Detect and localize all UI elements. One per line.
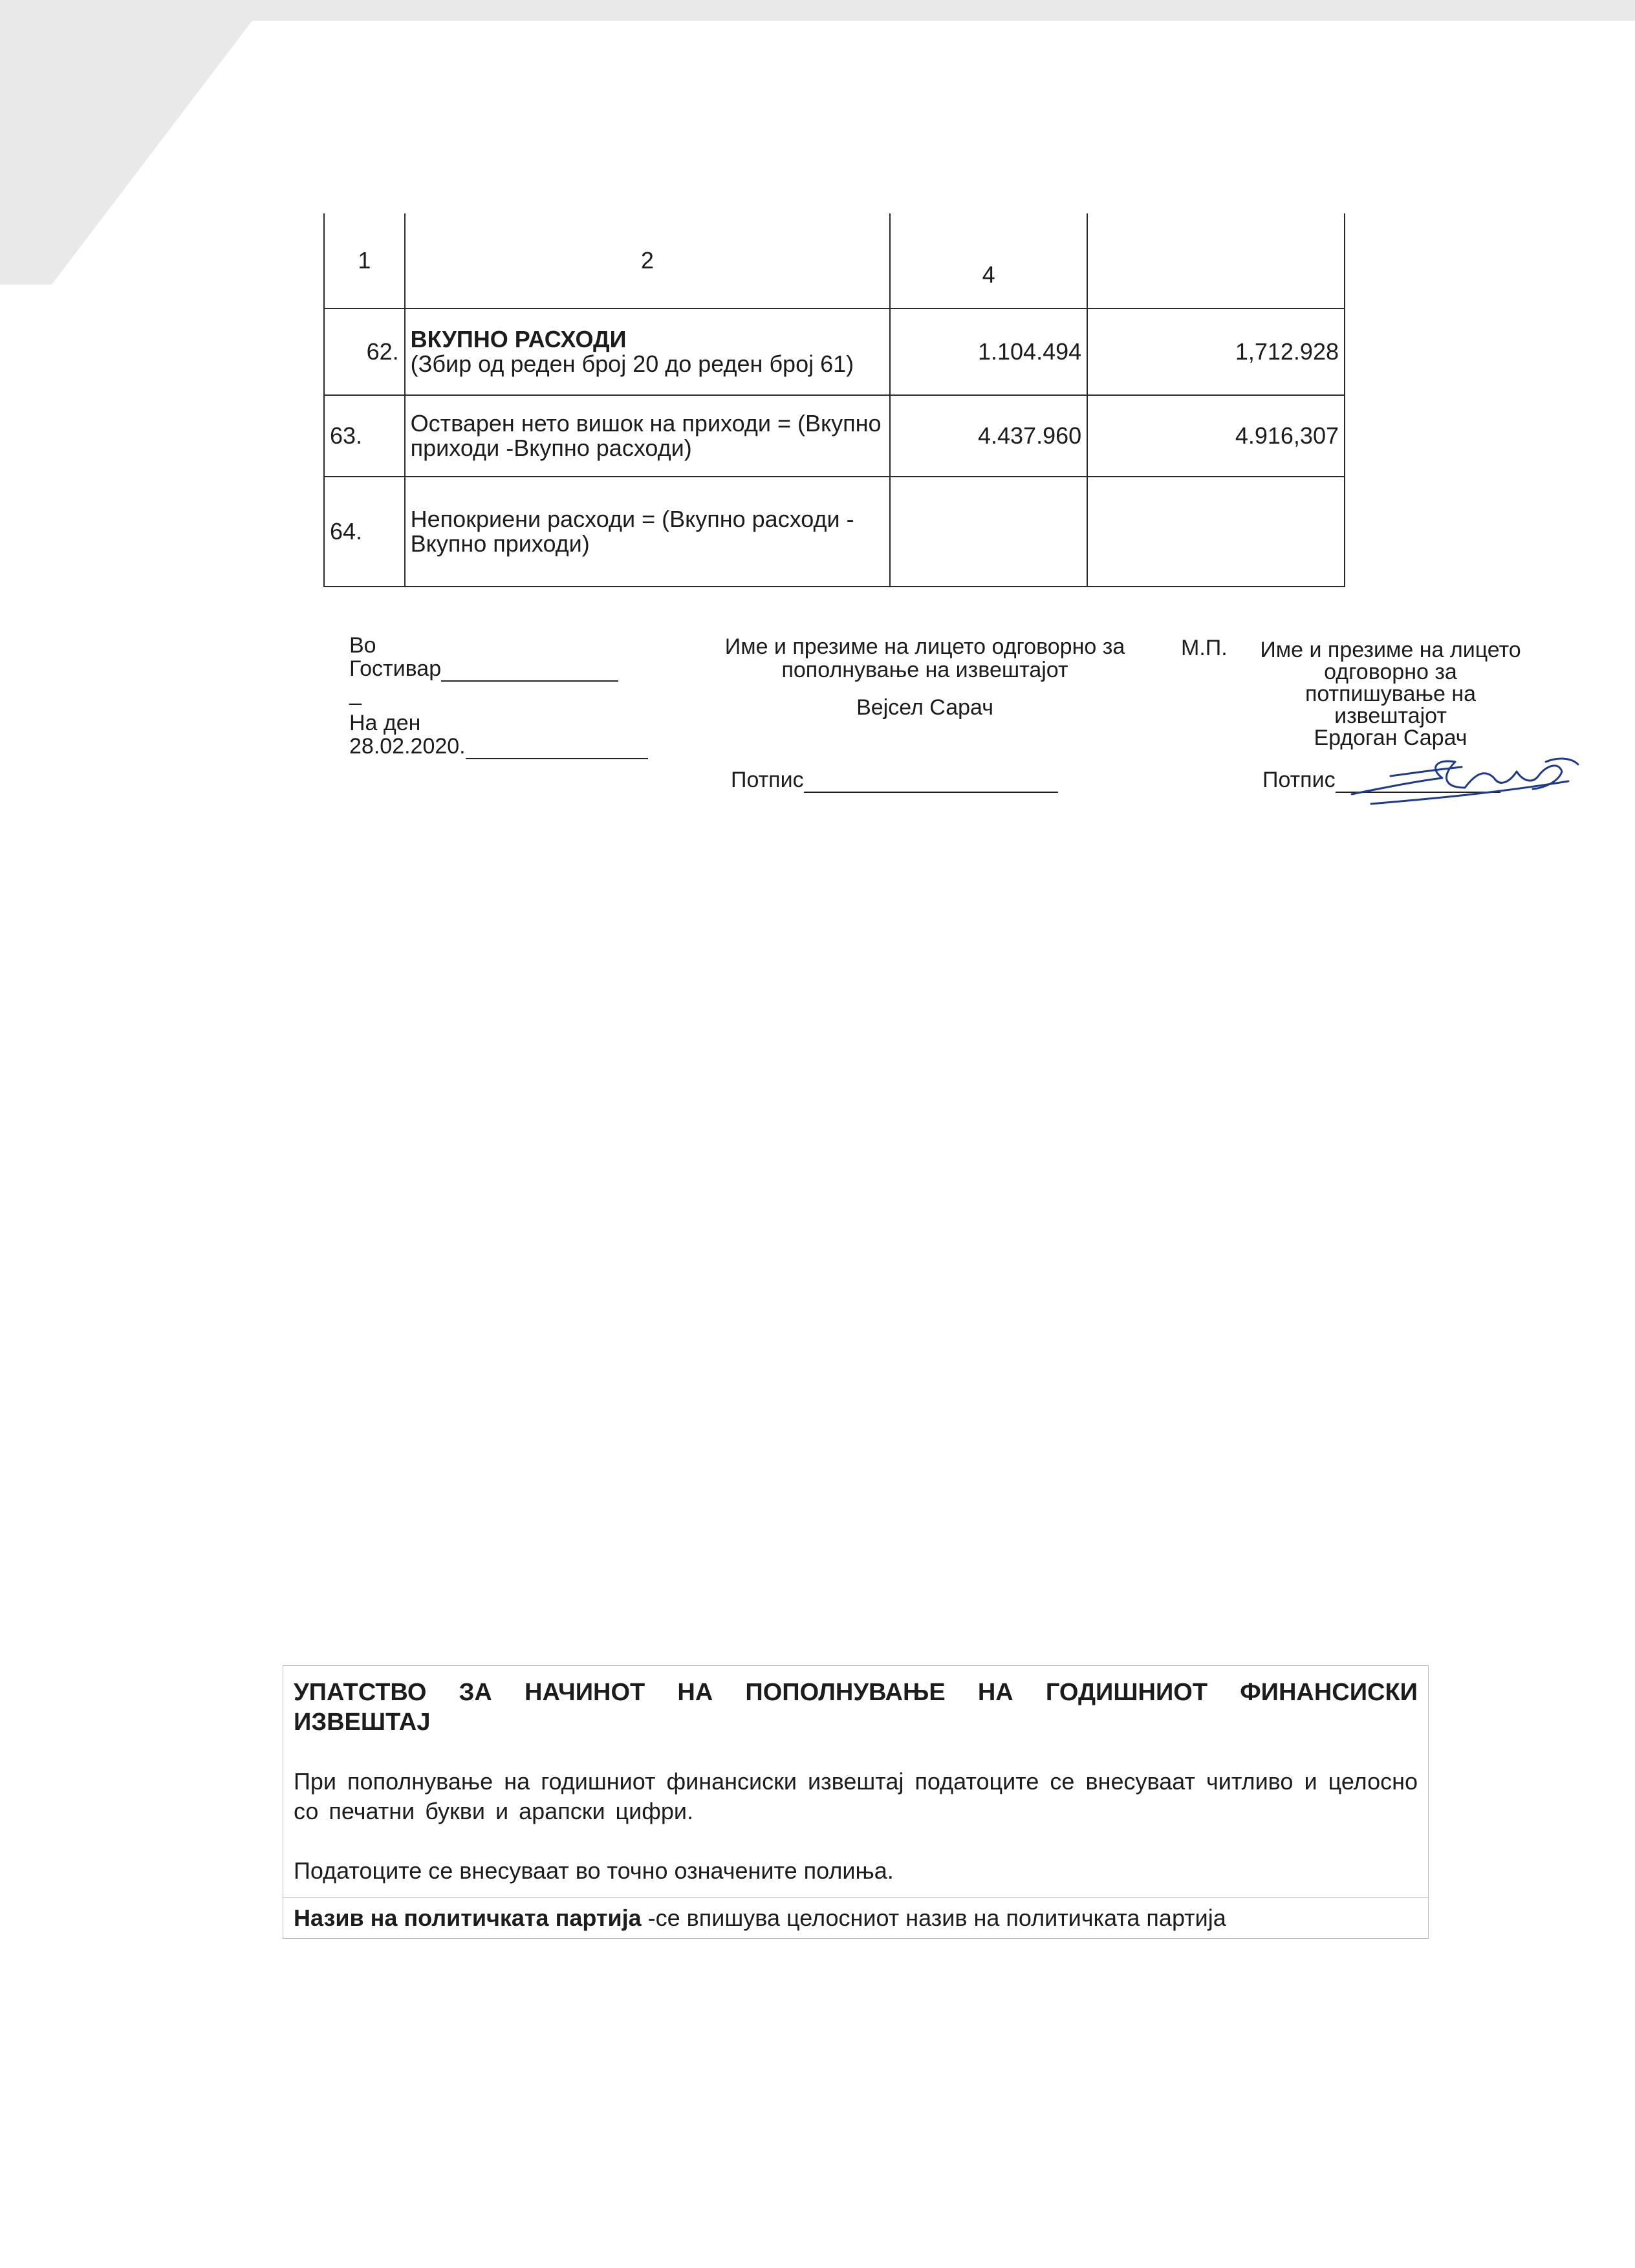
date-value: 28.02.2020. (349, 734, 466, 759)
instructions-paragraph-1: При пополнување на годишниот финансиски извештај податоците се внесуваат читливо и целосно со печатни букви и арапски цифри. (294, 1768, 1418, 1824)
row-number: 64. (324, 477, 405, 587)
signer-name: Ердоган Сарач (1314, 726, 1467, 750)
row-value-1 (890, 477, 1087, 587)
date-field[interactable] (466, 735, 648, 759)
row-value-1: 4.437.960 (890, 395, 1087, 477)
instructions-title: УПАТСТВО ЗА НАЧИНОТ НА ПОПОЛНУВАЊЕ НА ГОДИШНИОТ ФИНАНСИСКИ ИЗВЕШТАЈ (294, 1679, 1418, 1736)
preparer-name: Вејсел Сарач (856, 695, 993, 720)
row-title: ВКУПНО РАСХОДИ (410, 326, 627, 352)
instructions-section (283, 1666, 1428, 1897)
header-col-4 (1087, 213, 1345, 308)
place-line (349, 657, 673, 682)
header-col-1: 1 (324, 213, 405, 308)
date-prefix: На ден (349, 711, 421, 735)
place-name: Гостивар (349, 656, 442, 681)
row-number: 62. (324, 308, 405, 395)
row-value-2: 4.916,307 (1087, 395, 1345, 477)
table-row (324, 477, 1345, 587)
stamp-placeholder: М.П. (1181, 636, 1228, 660)
row-value-2 (1087, 477, 1345, 587)
row-number: 63. (324, 395, 405, 477)
signer-label: Име и презиме на лицето одговорно за потпишување на извештајот (1260, 638, 1521, 728)
header-col-3: 4 (890, 213, 1087, 308)
instructions-field-row (283, 1897, 1428, 1938)
header-col-2: 2 (405, 213, 890, 308)
signature-label: Потпис (1262, 768, 1336, 792)
preparer-block (705, 635, 1145, 719)
place-date-block (349, 634, 673, 759)
field-name: Назив на политичката партија (294, 1905, 642, 1931)
preparer-signature-field[interactable] (804, 768, 1058, 793)
row-value-1: 1.104.494 (890, 308, 1087, 395)
row-description: Остварен нето вишок на приходи = (Вкупно приходи -Вкупно расходи) (405, 395, 890, 477)
signature-label: Потпис (731, 768, 804, 792)
table-header-row (324, 213, 1345, 308)
dash: _ (349, 681, 362, 706)
handwritten-signature (1345, 742, 1591, 820)
preparer-signature-line (731, 768, 1058, 793)
row-value-2: 1,712.928 (1087, 308, 1345, 395)
instructions-paragraph-2: Податоците се внесуваат во точно означените полиња. (294, 1857, 894, 1884)
row-desc-text: (Збир од реден број 20 до реден број 61) (410, 351, 854, 377)
row-description: Непокриени расходи = (Вкупно расходи - Вкупно приходи) (405, 477, 890, 587)
table-row (324, 395, 1345, 477)
date-line (349, 735, 673, 759)
instructions-box (283, 1665, 1429, 1939)
place-prefix: Во (349, 633, 376, 658)
row-description (405, 308, 890, 395)
expenses-table (323, 213, 1345, 587)
place-field[interactable] (441, 657, 618, 682)
preparer-label: Име и презиме на лицето одговорно за пополнување на извештајот (724, 634, 1125, 682)
field-description: -се впишува целосниот назив на политичката партија (641, 1905, 1226, 1931)
table-row (324, 308, 1345, 395)
signer-block (1251, 639, 1530, 749)
